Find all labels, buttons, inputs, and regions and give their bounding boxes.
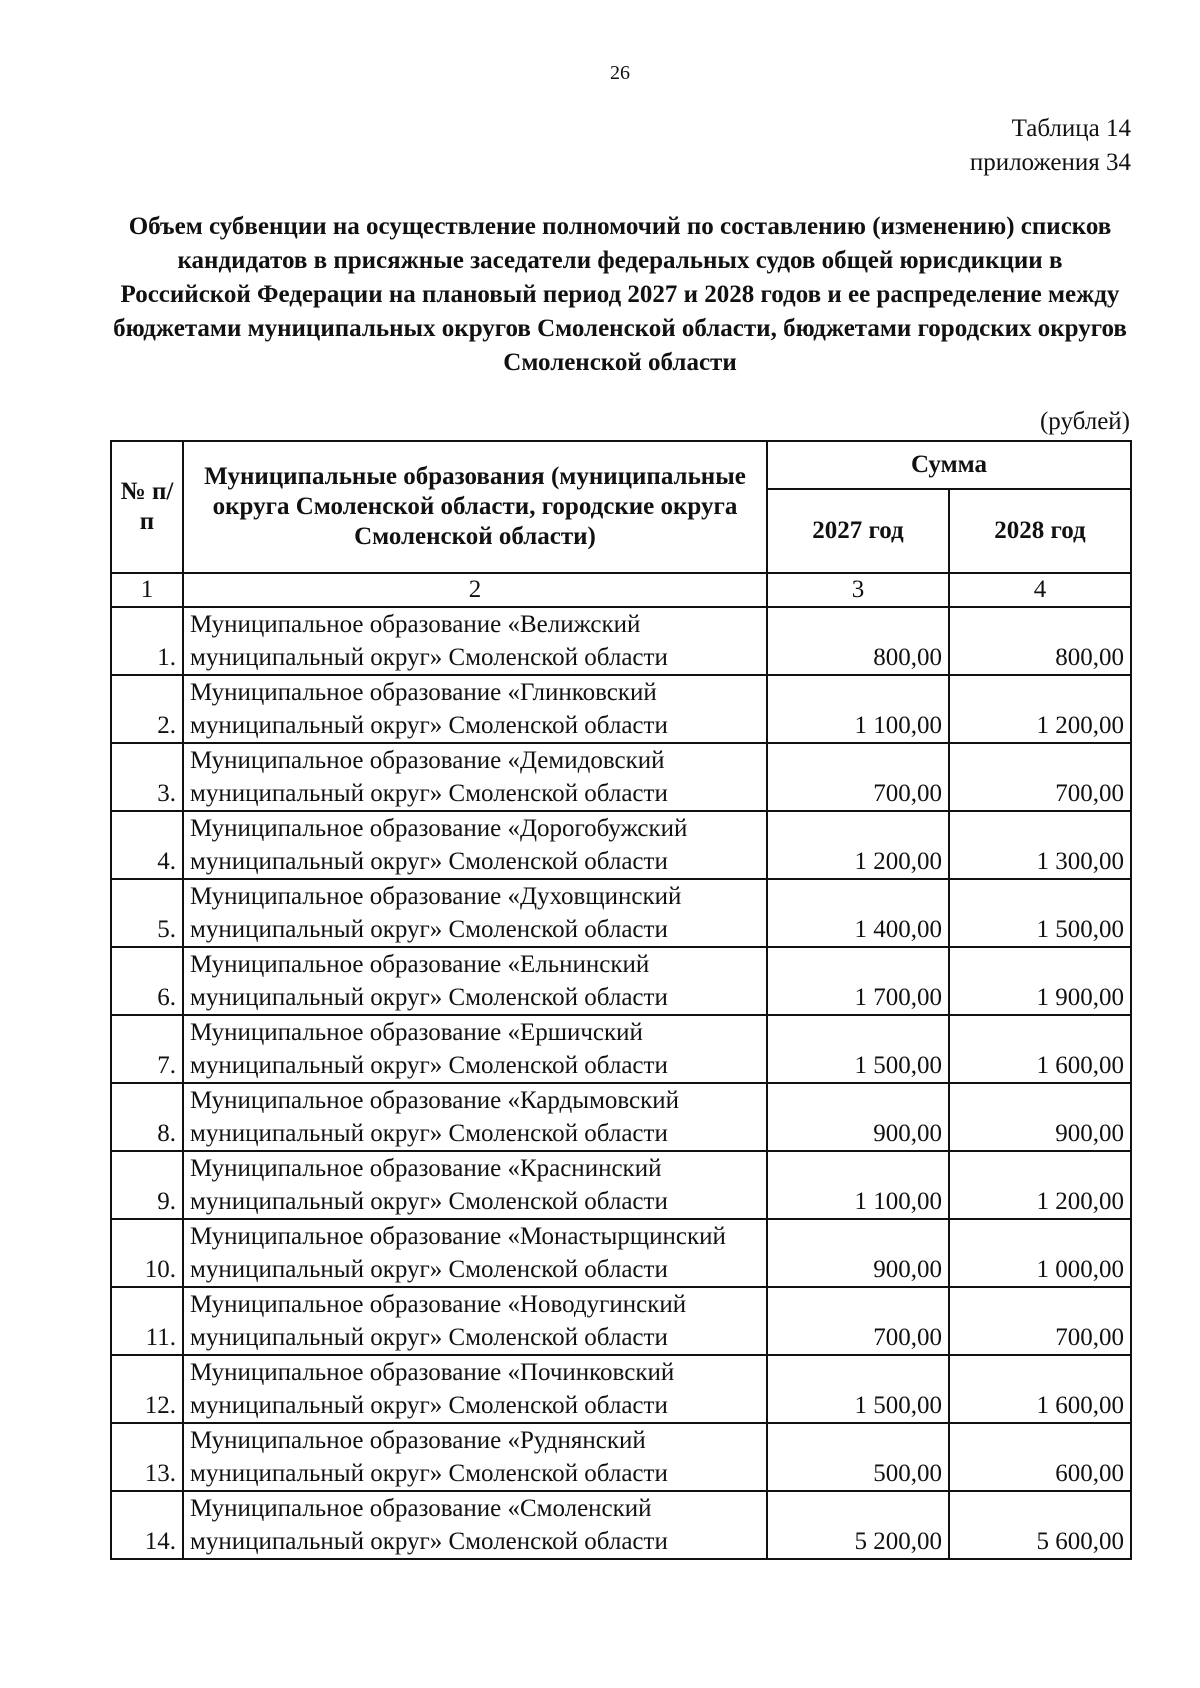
- row-amount-2027: 5 200,00: [767, 1491, 949, 1559]
- row-number: 11.: [111, 1287, 183, 1355]
- table-row: [111, 947, 1131, 1015]
- row-amount-2028: 1 200,00: [949, 1151, 1131, 1219]
- row-number: 6.: [111, 947, 183, 1015]
- row-amount-2027: 1 500,00: [767, 1355, 949, 1423]
- row-amount-2027: 1 100,00: [767, 675, 949, 743]
- row-number: 12.: [111, 1355, 183, 1423]
- table-row: [111, 1355, 1131, 1423]
- row-amount-2028: 700,00: [949, 1287, 1131, 1355]
- row-amount-2028: 5 600,00: [949, 1491, 1131, 1559]
- table-row: [111, 879, 1131, 947]
- row-municipality: Муниципальное образование «Велижский муниципальный округ» Смоленской области: [183, 607, 767, 675]
- table-row: [111, 1423, 1131, 1491]
- row-amount-2027: 900,00: [767, 1083, 949, 1151]
- table-reference-line2: приложения 34: [969, 149, 1131, 176]
- row-municipality: Муниципальное образование «Кардымовский муниципальный округ» Смоленской области: [183, 1083, 767, 1151]
- table-row: [111, 1219, 1131, 1287]
- row-amount-2027: 1 200,00: [767, 811, 949, 879]
- table-row: [111, 1151, 1131, 1219]
- row-amount-2028: 800,00: [949, 607, 1131, 675]
- table-reference-line1: Таблица 14: [1011, 115, 1131, 142]
- row-number: 4.: [111, 811, 183, 879]
- row-number: 1.: [111, 607, 183, 675]
- row-number: 3.: [111, 743, 183, 811]
- row-amount-2028: 1 600,00: [949, 1015, 1131, 1083]
- row-amount-2028: 1 000,00: [949, 1219, 1131, 1287]
- row-number: 7.: [111, 1015, 183, 1083]
- row-amount-2027: 1 500,00: [767, 1015, 949, 1083]
- row-municipality: Муниципальное образование «Починковский муниципальный округ» Смоленской области: [183, 1355, 767, 1423]
- header-row: [111, 441, 1131, 489]
- row-amount-2027: 700,00: [767, 743, 949, 811]
- row-amount-2028: 1 500,00: [949, 879, 1131, 947]
- page-number: 26: [610, 62, 630, 84]
- row-number: 13.: [111, 1423, 183, 1491]
- table-row: [111, 1083, 1131, 1151]
- row-municipality: Муниципальное образование «Новодугинский муниципальный округ» Смоленской области: [183, 1287, 767, 1355]
- row-number: 14.: [111, 1491, 183, 1559]
- unit-label: (рублей): [1039, 408, 1130, 435]
- row-number: 9.: [111, 1151, 183, 1219]
- row-amount-2027: 900,00: [767, 1219, 949, 1287]
- row-amount-2027: 500,00: [767, 1423, 949, 1491]
- row-municipality: Муниципальное образование «Смоленский муниципальный округ» Смоленской области: [183, 1491, 767, 1559]
- row-amount-2028: 600,00: [949, 1423, 1131, 1491]
- row-number: 2.: [111, 675, 183, 743]
- table-reference: [970, 112, 1131, 180]
- column-index: 3: [767, 573, 949, 607]
- row-amount-2028: 1 600,00: [949, 1355, 1131, 1423]
- row-municipality: Муниципальное образование «Духовщинский муниципальный округ» Смоленской области: [183, 879, 767, 947]
- row-amount-2027: 700,00: [767, 1287, 949, 1355]
- header-number: № п/п: [111, 441, 183, 573]
- column-index-row: [111, 573, 1131, 607]
- row-amount-2027: 1 100,00: [767, 1151, 949, 1219]
- column-index: 1: [111, 573, 183, 607]
- row-amount-2027: 1 700,00: [767, 947, 949, 1015]
- row-municipality: Муниципальное образование «Монастырщинский муниципальный округ» Смоленской области: [183, 1219, 767, 1287]
- row-amount-2028: 700,00: [949, 743, 1131, 811]
- table-row: [111, 607, 1131, 675]
- row-amount-2027: 800,00: [767, 607, 949, 675]
- table-row: [111, 1015, 1131, 1083]
- header-year-2028: 2028 год: [949, 489, 1131, 573]
- row-municipality: Муниципальное образование «Ершичский муниципальный округ» Смоленской области: [183, 1015, 767, 1083]
- table-row: [111, 1491, 1131, 1559]
- header-municipality: Муниципальные образования (муниципальные округа Смоленской области, городские округа Смоленской области): [183, 441, 767, 573]
- row-amount-2028: 1 200,00: [949, 675, 1131, 743]
- row-amount-2028: 1 900,00: [949, 947, 1131, 1015]
- column-index: 4: [949, 573, 1131, 607]
- row-municipality: Муниципальное образование «Краснинский муниципальный округ» Смоленской области: [183, 1151, 767, 1219]
- column-index: 2: [183, 573, 767, 607]
- subvention-table: [110, 440, 1132, 1560]
- header-year-2027: 2027 год: [767, 489, 949, 573]
- header-sum: Сумма: [767, 441, 1131, 489]
- row-municipality: Муниципальное образование «Ельнинский муниципальный округ» Смоленской области: [183, 947, 767, 1015]
- table-row: [111, 675, 1131, 743]
- row-amount-2027: 1 400,00: [767, 879, 949, 947]
- row-municipality: Муниципальное образование «Глинковский муниципальный округ» Смоленской области: [183, 675, 767, 743]
- table-row: [111, 743, 1131, 811]
- table-row: [111, 1287, 1131, 1355]
- row-amount-2028: 1 300,00: [949, 811, 1131, 879]
- row-number: 8.: [111, 1083, 183, 1151]
- document-title: Объем субвенции на осуществление полномочий по составлению (изменению) списков кандидатов в присяжные заседатели федеральных судов общей юрисдикции в Российской Федерации на плановый период 2027 и 2028 годов и ее распределение между бюджетами муниципальных округов Смоленской области, бюджетами городских округов Смоленской области: [113, 213, 1127, 376]
- row-municipality: Муниципальное образование «Демидовский муниципальный округ» Смоленской области: [183, 743, 767, 811]
- row-amount-2028: 900,00: [949, 1083, 1131, 1151]
- row-number: 10.: [111, 1219, 183, 1287]
- table-row: [111, 811, 1131, 879]
- row-municipality: Муниципальное образование «Дорогобужский муниципальный округ» Смоленской области: [183, 811, 767, 879]
- row-municipality: Муниципальное образование «Руднянский муниципальный округ» Смоленской области: [183, 1423, 767, 1491]
- row-number: 5.: [111, 879, 183, 947]
